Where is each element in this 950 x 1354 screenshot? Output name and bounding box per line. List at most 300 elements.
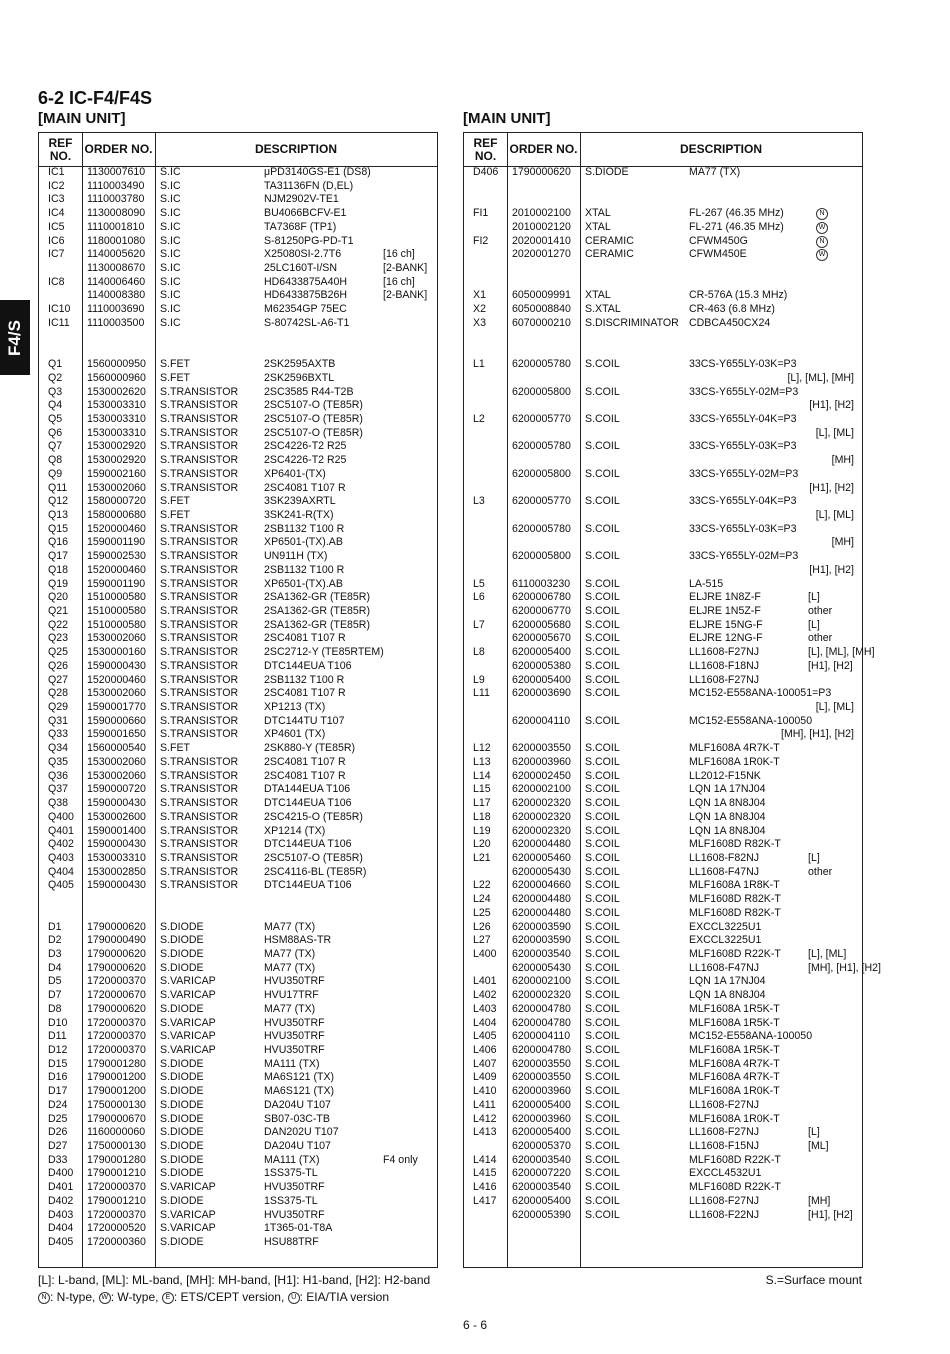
part-description: 3SK239AXRTL <box>264 495 336 508</box>
table-row <box>39 1236 437 1250</box>
table-row <box>39 440 437 454</box>
part-type: S.COIL <box>585 961 620 974</box>
table-row <box>39 344 437 358</box>
part-description: MC152-E558ANA-100050 <box>689 714 813 727</box>
order-no: 1590000430 <box>87 797 146 810</box>
table-row <box>39 317 437 331</box>
part-description: MA77 (TX) <box>264 947 316 960</box>
order-no: 6200003690 <box>512 687 571 700</box>
part-description: 2SC4081 T107 R <box>264 632 346 645</box>
part-description: 33CS-Y655LY-03K=P3 <box>689 440 797 453</box>
order-no: 1590001190 <box>87 536 146 549</box>
order-no: 6200006770 <box>512 605 571 617</box>
part-type: S.COIL <box>585 550 620 563</box>
part-description: 2SA1362-GR (TE85R) <box>264 591 370 604</box>
part-type: S.COIL <box>585 385 620 398</box>
order-no: 1530003310 <box>87 399 146 412</box>
order-no: 1790001200 <box>87 1071 146 1084</box>
table-row <box>464 687 862 701</box>
part-description: 2SC4081 T107 R <box>264 687 346 700</box>
ref-no: Q27 <box>48 673 69 686</box>
ref-no: D26 <box>48 1126 68 1139</box>
order-no: 6200005800 <box>512 385 571 398</box>
part-type: S.COIL <box>585 1112 620 1125</box>
order-no: 1790000620 <box>87 947 146 960</box>
part-type: S.TRANSISTOR <box>160 646 239 659</box>
part-type: S.TRANSISTOR <box>160 728 239 741</box>
part-type: S.DIODE <box>160 1098 204 1111</box>
header-description: DESCRIPTION <box>679 142 762 156</box>
part-type: S.COIL <box>585 1194 620 1207</box>
order-no: 2020001270 <box>512 248 571 261</box>
table-row <box>464 495 862 509</box>
part-type: S.COIL <box>585 1153 620 1166</box>
part-description: DTC144EUA T106 <box>264 838 352 851</box>
part-note: [H1], [H2] <box>809 481 854 494</box>
part-description: 2SB1132 T100 R <box>264 522 345 535</box>
part-description: LL1608-F27NJ <box>689 1098 760 1111</box>
order-no: 6200003960 <box>512 755 571 768</box>
part-type: S.FET <box>160 371 191 384</box>
part-type: S.IC <box>160 316 181 329</box>
part-type: S.TRANSISTOR <box>160 851 239 864</box>
part-type: S.COIL <box>585 769 620 782</box>
table-row <box>464 660 862 674</box>
part-type: S.IC <box>160 262 181 275</box>
order-no: 1590001190 <box>87 577 146 590</box>
part-note: [L] <box>808 591 820 604</box>
order-no: 6200004780 <box>512 1002 571 1015</box>
table-row <box>464 783 862 797</box>
part-description: XP6501-(TX).AB <box>264 536 343 549</box>
order-no: 1590001770 <box>87 701 146 714</box>
part-type: S.DIODE <box>160 1194 204 1207</box>
ref-no: D405 <box>48 1236 74 1249</box>
part-type: S.TRANSISTOR <box>160 659 239 672</box>
part-description: 1T365-01-T8A <box>264 1222 333 1235</box>
version-badge-icon: N <box>816 236 828 248</box>
part-description: 2SK2596BXTL <box>264 371 335 384</box>
order-no: 6200004110 <box>512 1030 571 1043</box>
part-type: CERAMIC <box>585 234 634 247</box>
part-description: MLF1608A 1R8K-T <box>689 879 780 892</box>
order-no: 6200004110 <box>512 714 571 727</box>
order-no: 1530002060 <box>87 687 146 700</box>
part-type: S.COIL <box>585 659 620 672</box>
order-no: 6200003540 <box>512 1181 571 1194</box>
part-type: S.TRANSISTOR <box>160 673 239 686</box>
ref-no: Q12 <box>48 495 69 508</box>
part-description: ELJRE 1N5Z-F <box>689 605 761 617</box>
part-description: 33CS-Y655LY-02M=P3 <box>689 385 799 398</box>
order-no: 1520000460 <box>87 673 146 686</box>
part-description: EXCCL4532U1 <box>689 1167 762 1180</box>
part-type: S.DIODE <box>160 1140 204 1153</box>
order-no: 1530002600 <box>87 810 146 823</box>
ref-no: D25 <box>48 1112 68 1125</box>
ref-no: Q33 <box>48 728 69 741</box>
order-no: 6200005400 <box>512 646 571 659</box>
order-no: 6200005680 <box>512 618 571 631</box>
ref-no: Q405 <box>48 879 74 892</box>
part-description: MA77 (TX) <box>689 166 741 178</box>
order-no: 6200004480 <box>512 906 571 919</box>
order-no: 1790001200 <box>87 1085 146 1098</box>
order-no: 1160000060 <box>87 1126 146 1139</box>
order-no: 1510000580 <box>87 618 146 631</box>
part-type: S.COIL <box>585 632 620 645</box>
ref-no: D8 <box>48 1002 62 1015</box>
part-description: MLF1608A 4R7K-T <box>689 1057 780 1070</box>
part-description: ELJRE 12NG-F <box>689 632 763 645</box>
header-ref: REF NO. <box>48 135 73 163</box>
ref-no: L410 <box>473 1085 497 1098</box>
ref-no: L403 <box>473 1002 497 1015</box>
order-no: 1590000430 <box>87 879 146 892</box>
version-badge-icon: N <box>816 208 828 220</box>
ref-no: D27 <box>48 1140 68 1153</box>
part-type: XTAL <box>585 220 611 233</box>
order-no: 6200002320 <box>512 989 571 1002</box>
table-row <box>39 1154 437 1168</box>
order-no: 1530000160 <box>87 646 146 659</box>
table-row <box>39 632 437 646</box>
table-row <box>39 838 437 852</box>
order-no: 2020001410 <box>512 234 571 247</box>
ref-no: Q17 <box>48 550 69 563</box>
ref-no: Q25 <box>48 646 69 659</box>
ref-no: IC7 <box>48 248 65 261</box>
table-body <box>464 166 881 1222</box>
part-description: LL1608-F82NJ <box>689 851 760 864</box>
part-type: S.VARICAP <box>160 1044 216 1056</box>
order-no: 6200005380 <box>512 659 571 672</box>
ref-no: L404 <box>473 1016 497 1029</box>
part-description: CDBCA450CX24 <box>689 316 771 329</box>
part-note: [L], [ML] <box>815 426 854 439</box>
surface-mount-note: S.=Surface mount <box>765 1273 862 1287</box>
order-no: 2010002120 <box>512 220 571 233</box>
order-no: 1590002530 <box>87 550 146 563</box>
order-no: 6050008840 <box>512 303 571 316</box>
part-description: LL1608-F27NJ <box>689 1194 760 1207</box>
part-description: X25080SI-2.7T6 <box>264 248 342 261</box>
order-no: 1720000370 <box>87 1181 146 1194</box>
ref-no: D3 <box>48 947 62 960</box>
order-no: 1750000130 <box>87 1140 146 1153</box>
order-no: 1110003500 <box>87 316 145 329</box>
part-note: other <box>808 865 833 878</box>
part-type: S.TRANSISTOR <box>160 632 239 645</box>
part-description: LL1608-F18NJ <box>689 659 760 672</box>
part-type: S.DIODE <box>160 1236 204 1249</box>
parts-table-left <box>38 132 438 1268</box>
order-no: 1720000370 <box>87 975 146 988</box>
part-description: 2SC4081 T107 R <box>264 755 346 768</box>
table-row <box>464 1181 862 1195</box>
part-description: 2SC4226-T2 R25 <box>264 454 347 467</box>
table-row <box>39 1071 437 1085</box>
part-description: MLF1608D R22K-T <box>689 1153 781 1166</box>
part-type: S.COIL <box>585 358 620 371</box>
ref-no: Q403 <box>48 851 74 864</box>
ref-no: D404 <box>48 1222 74 1235</box>
ref-no: D1 <box>48 920 62 933</box>
part-description: S-80742SL-A6-T1 <box>264 316 350 329</box>
table-row <box>39 235 437 249</box>
part-type: S.COIL <box>585 1167 620 1180</box>
ref-no: IC1 <box>48 166 65 178</box>
ref-no: L6 <box>473 591 485 604</box>
ref-no: Q36 <box>48 769 69 782</box>
part-description: DTC144EUA T106 <box>264 797 352 810</box>
part-type: S.COIL <box>585 646 620 659</box>
table-row <box>464 1167 862 1181</box>
part-type: S.COIL <box>585 920 620 933</box>
order-no: 1560000540 <box>87 742 146 755</box>
ref-no: L413 <box>473 1126 497 1139</box>
table-row <box>39 1126 437 1140</box>
part-type: S.TRANSISTOR <box>160 577 239 590</box>
table-row <box>464 1140 862 1154</box>
part-description: M62354GP 75EC <box>264 303 347 316</box>
part-type: S.TRANSISTOR <box>160 481 239 494</box>
table-row <box>39 921 437 935</box>
table-row <box>464 523 862 537</box>
part-description: LL2012-F15NK <box>689 769 761 782</box>
part-description: LL1608-F47NJ <box>689 865 760 878</box>
legend-text: : N-type, <box>50 1290 99 1304</box>
order-no: 1720000670 <box>87 989 146 1002</box>
part-type: S.VARICAP <box>160 1016 216 1029</box>
table-row <box>464 728 862 742</box>
order-no: 1750000130 <box>87 1098 146 1111</box>
part-type: S.COIL <box>585 673 620 686</box>
part-type: S.COIL <box>585 797 620 810</box>
ref-no: L26 <box>473 920 491 933</box>
part-note: [H1], [H2] <box>809 399 854 412</box>
order-no: 1510000580 <box>87 591 146 604</box>
order-no: 1590002160 <box>87 467 146 480</box>
ref-no: Q5 <box>48 412 63 425</box>
table-row <box>464 289 862 303</box>
table-row <box>39 578 437 592</box>
table-row <box>39 468 437 482</box>
table-row <box>39 948 437 962</box>
ref-no: L402 <box>473 989 497 1002</box>
table-row <box>39 660 437 674</box>
order-no: 1520000460 <box>87 522 146 535</box>
order-no: 1580000720 <box>87 495 146 508</box>
order-no: 1530002620 <box>87 385 146 398</box>
order-no: 6110003230 <box>512 577 571 590</box>
order-no: 6200005780 <box>512 440 571 453</box>
table-row <box>39 646 437 660</box>
table-row <box>464 838 862 852</box>
part-type: S.TRANSISTOR <box>160 467 239 480</box>
part-type: S.DIODE <box>160 1085 204 1098</box>
table-row <box>464 454 862 468</box>
ref-no: D7 <box>48 989 62 1002</box>
table-row <box>39 1140 437 1154</box>
legend-text: : ETS/CEPT version, <box>173 1290 288 1304</box>
part-description: MLF1608D R22K-T <box>689 947 781 960</box>
order-no: 6200002450 <box>512 769 571 782</box>
ref-no: Q4 <box>48 399 63 412</box>
table-row <box>464 961 881 976</box>
table-row <box>39 386 437 400</box>
part-description: EXCCL3225U1 <box>689 920 762 933</box>
table-row <box>464 1154 862 1168</box>
ref-no: Q9 <box>48 467 63 480</box>
part-description: 2SC4081 T107 R <box>264 481 346 494</box>
part-description: 2SC4215-O (TE85R) <box>264 810 363 823</box>
part-type: S.IC <box>160 220 181 233</box>
order-no: 2010002100 <box>512 207 571 220</box>
part-type: S.FET <box>160 742 191 755</box>
order-no: 1590001400 <box>87 824 146 837</box>
part-type: S.COIL <box>585 714 620 727</box>
part-type: S.DIODE <box>160 934 204 947</box>
table-row <box>464 564 862 578</box>
ref-no: L407 <box>473 1057 497 1070</box>
table-row <box>39 866 437 880</box>
ref-no: Q7 <box>48 440 63 453</box>
order-no: 1720000370 <box>87 1044 146 1056</box>
order-no: 6200003590 <box>512 920 571 933</box>
table-row <box>464 358 862 372</box>
part-description: MC152-E558ANA-100051=P3 <box>689 687 832 700</box>
part-note: [16 ch] <box>383 248 415 261</box>
table-row <box>39 989 437 1003</box>
part-description: LQN 1A 17NJ04 <box>689 975 766 988</box>
table-row <box>464 262 862 276</box>
part-description: 2SB1132 T100 R <box>264 673 345 686</box>
ref-no: L24 <box>473 893 491 906</box>
part-type: S.VARICAP <box>160 1208 216 1221</box>
ref-no: Q35 <box>48 755 69 768</box>
order-no: 1530003310 <box>87 412 146 425</box>
order-no: 6200005390 <box>512 1208 571 1221</box>
part-description: HD6433875A40H <box>264 275 348 288</box>
ref-no: D4 <box>48 961 62 974</box>
part-type: S.COIL <box>585 783 620 796</box>
part-type: S.IC <box>160 275 181 288</box>
part-type: S.TRANSISTOR <box>160 838 239 851</box>
table-row <box>39 358 437 372</box>
table-row <box>464 742 862 756</box>
order-no: 1790001280 <box>87 1153 146 1166</box>
part-description: DTC144TU T107 <box>264 714 345 727</box>
part-description: LQN 1A 17NJ04 <box>689 783 766 796</box>
version-badge-icon: N <box>38 1292 50 1304</box>
table-row <box>39 728 437 742</box>
table-row <box>464 1126 862 1140</box>
order-no: 1720000360 <box>87 1236 146 1249</box>
table-row <box>464 1003 862 1017</box>
table-row <box>464 907 862 921</box>
order-no: 1180001080 <box>87 234 146 247</box>
order-no: 1790000620 <box>87 920 146 933</box>
part-note: [H1], [H2] <box>808 1208 853 1221</box>
order-no: 6200003960 <box>512 1112 571 1125</box>
part-description: NJM2902V-TE1 <box>264 193 339 206</box>
part-type: S.DIODE <box>160 1002 204 1015</box>
order-no: 1110003490 <box>87 179 145 192</box>
part-description: MC152-E558ANA-100050 <box>689 1030 813 1043</box>
part-description: 2SC4081 T107 R <box>264 769 346 782</box>
part-note: [2-BANK] <box>383 289 428 302</box>
order-no: 6200003540 <box>512 947 571 960</box>
part-note: [MH] <box>831 454 854 467</box>
part-description: MLF1608A 4R7K-T <box>689 1071 780 1084</box>
part-description: 2SK880-Y (TE85R) <box>264 742 356 755</box>
ref-no: Q8 <box>48 454 63 467</box>
version-badge-icon: W <box>816 222 828 234</box>
table-row <box>39 495 437 509</box>
part-type: S.TRANSISTOR <box>160 879 239 892</box>
table-row <box>39 248 437 262</box>
ref-no: X1 <box>473 289 486 302</box>
ref-no: D16 <box>48 1071 68 1084</box>
order-no: 1140006460 <box>87 275 146 288</box>
ref-no: L14 <box>473 769 491 782</box>
part-type: S.TRANSISTOR <box>160 810 239 823</box>
part-description: 2SC5107-O (TE85R) <box>264 426 363 439</box>
part-note: [MH], [H1], [H2] <box>808 961 881 974</box>
order-no: 6070000210 <box>512 316 571 329</box>
table-row <box>464 619 862 633</box>
table-row <box>464 934 862 948</box>
part-description: MLF1608D R82K-T <box>689 906 781 919</box>
part-type: S.COIL <box>585 865 620 878</box>
table-row <box>464 386 862 400</box>
part-type: S.DIODE <box>160 1153 204 1166</box>
part-type: S.TRANSISTOR <box>160 797 239 810</box>
table-row <box>464 193 862 207</box>
part-description: 2SC2712-Y (TE85RTEM) <box>264 646 384 659</box>
table-row <box>464 276 862 290</box>
ref-no: IC8 <box>48 275 65 288</box>
part-note: [MH] <box>808 1194 831 1207</box>
table-row <box>39 427 437 441</box>
table-row <box>39 180 437 194</box>
table-row <box>464 331 862 345</box>
table-row <box>464 770 862 784</box>
table-row <box>39 1099 437 1113</box>
part-type: S.COIL <box>585 851 620 864</box>
part-description: MLF1608D R22K-T <box>689 1181 781 1194</box>
part-type: S.COIL <box>585 893 620 906</box>
part-type: S.COIL <box>585 577 620 590</box>
ref-no: Q15 <box>48 522 69 535</box>
table-row <box>464 605 862 619</box>
ref-no: L25 <box>473 906 491 919</box>
table-row <box>39 742 437 756</box>
table-row <box>39 482 437 496</box>
table-row <box>464 1071 862 1085</box>
ref-no: L417 <box>473 1194 497 1207</box>
part-type: XTAL <box>585 207 611 220</box>
part-description: HSU88TRF <box>264 1236 319 1249</box>
part-type: S.TRANSISTOR <box>160 701 239 714</box>
table-row <box>39 1058 437 1072</box>
part-type: S.TRANSISTOR <box>160 536 239 549</box>
part-note: [L] <box>808 851 820 864</box>
part-type: S.COIL <box>585 1030 620 1043</box>
part-description: FL-267 (46.35 MHz) <box>689 207 784 220</box>
part-type: S.COIL <box>585 522 620 535</box>
